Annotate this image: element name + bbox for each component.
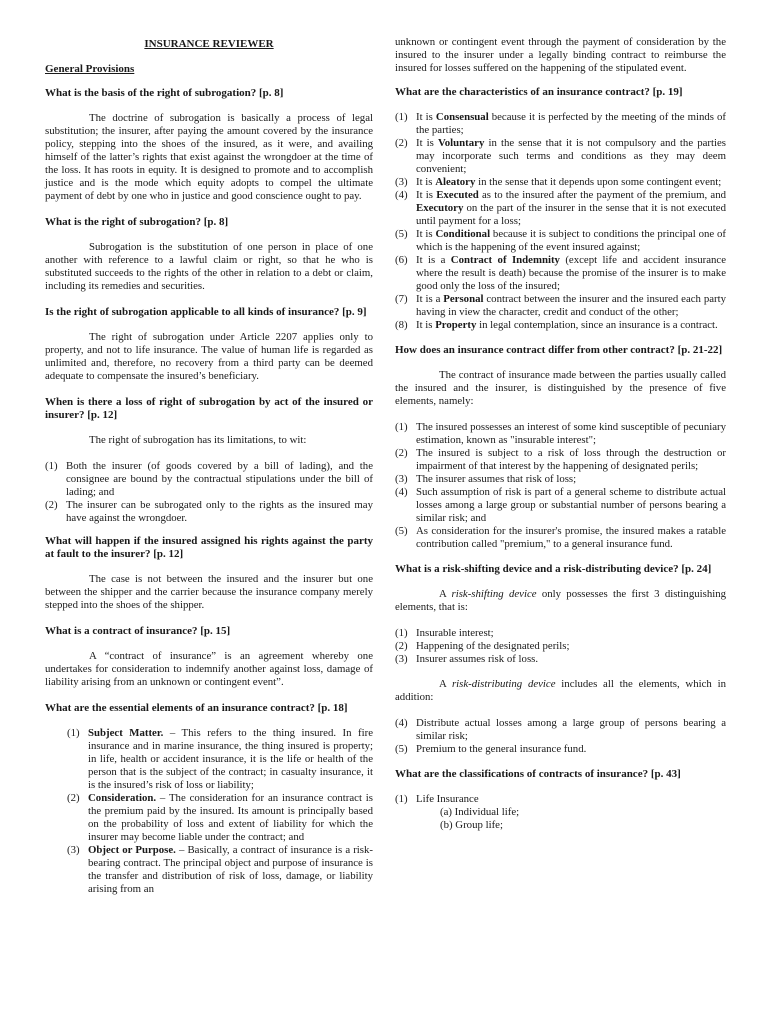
list-item: (4) Such assumption of risk is part of a general scheme to distribute actual losses among a large group or substantial number of persons bearing a similar risk; and (395, 486, 726, 524)
list-item: (6) It is a Contract of Indemnity (except life and accident insurance where the result is death) because the promise of the insurer is to make good only the loss of the insured; (395, 254, 726, 292)
list-item: (7) It is a Personal contract between the insurer and the insured each party having in view the character, credit and conduct of the other; (395, 293, 727, 318)
essential-elements-list (45, 727, 373, 896)
list-item: (5) It is Conditional because it is subject to conditions the principal one of which is the happening of the event insured against; (395, 228, 726, 253)
list-item: (1) The insured possesses an interest of some kind susceptible of pecuniary estimation, known as "insurable interest"; (395, 421, 726, 446)
five-elements-list (395, 421, 726, 551)
sub-list (416, 806, 726, 832)
list-item: (2) Consideration. – The consideration for an insurance contract is the premium paid by the insured. Its amount is principally based on the probability of loss and extent of liability for which the insurer may become liable under the contract; and (67, 792, 373, 843)
answer-paragraph: The case is not between the insured and the insurer but one between the shipper and the carrier because the insurance company merely stepped into the shoes of the shipper. (45, 573, 373, 611)
answer-paragraph: A risk-distributing device includes all the elements, which in addition: (395, 678, 726, 703)
classifications-list (395, 793, 726, 832)
limitations-list (45, 460, 373, 525)
answer-paragraph: The doctrine of subrogation is basically a process of legal substitution; the insurer, after paying the amount covered by the insurance policy, stepping into the shoes of the insured, as it were, and availing himself of the latter’s rights that exist against the wrongdoer at the time of the loss. It has roots in equity. It is designed to promote and to accomplish justice and is the mode which equity adopts to compel the ultimate payment of debt by one who in justice and good conscience ought to pay. (45, 112, 373, 202)
list-item: (3) It is Aleatory in the sense that it depends upon some contingent event; (395, 176, 722, 188)
list-item: (3) Insurer assumes risk of loss. (395, 653, 539, 665)
question-heading: How does an insurance contract differ from other contract? [p. 21-22] (395, 344, 723, 356)
list-item: (1) Life Insurance (a) Individual life; (b) Group life; (395, 793, 726, 832)
question-heading: What are the characteristics of an insurance contract? [p. 19] (395, 86, 683, 98)
list-item: (1) Both the insurer (of goods covered by a bill of lading), and the consignee are bound by the contractual stipulations under the bill of lading; and (45, 460, 373, 498)
characteristics-list (395, 111, 726, 332)
left-column (45, 36, 373, 906)
question-heading: What are the classifications of contracts of insurance? [p. 43] (395, 768, 681, 780)
sub-list-item: (b) Group life; (440, 819, 503, 831)
question-heading: What is a contract of insurance? [p. 15] (45, 625, 231, 637)
risk-shifting-list (395, 627, 726, 666)
list-item: (3) Object or Purpose. – Basically, a contract of insurance is a risk-bearing contract. The principal object and purpose of insurance is the transfer and distribution of risk of loss, damage, or liability arising from an (67, 844, 374, 895)
list-item: (4) It is Executed as to the insured after the payment of the premium, and Executory on the part of the insurer in the sense that it is not executed until payment for a loss; (395, 189, 726, 227)
question-heading: Is the right of subrogation applicable to all kinds of insurance? [p. 9] (45, 306, 367, 318)
list-item: (8) It is Property in legal contemplation, since an insurance is a contract. (395, 319, 718, 331)
list-item: (1) It is Consensual because it is perfected by the meeting of the minds of the parties; (395, 111, 727, 136)
list-item: (3) The insurer assumes that risk of loss; (395, 473, 577, 485)
list-item: (5) As consideration for the insurer's promise, the insured makes a ratable contribution called "premium," to a general insurance fund. (395, 525, 726, 550)
question-heading: What will happen if the insured assigned his rights against the party at fault to the insurer? [p. 12] (45, 535, 373, 560)
risk-distributing-list (395, 717, 726, 756)
list-item: (2) It is Voluntary in the sense that it is not compulsory and the parties may incorporate such terms and conditions as they may deem convenient; (395, 137, 726, 175)
question-heading: When is there a loss of right of subrogation by act of the insured or insurer? [p. 12] (45, 396, 373, 421)
question-heading: What is the basis of the right of subrogation? [p. 8] (45, 87, 284, 99)
answer-paragraph: The right of subrogation under Article 2207 applies only to property, and not to life insurance. The value of human life is regarded as unlimited and, therefore, no recovery from a third party can be deemed adequate to compensate the insured’s beneficiary. (45, 331, 373, 382)
answer-paragraph: The right of subrogation has its limitations, to wit: (89, 434, 307, 446)
sub-list-item: (a) Individual life; (440, 806, 520, 818)
question-heading: What are the essential elements of an insurance contract? [p. 18] (45, 702, 348, 714)
list-item: (2) The insured is subject to a risk of loss through the destruction or impairment of that interest by the happening of designated perils; (395, 447, 726, 472)
continued-paragraph: unknown or contingent event through the payment of consideration by the insured to the insurer under a legally binding contract to reimburse the insured for losses suffered on the happening of the stipulated event. (395, 36, 726, 74)
right-column (395, 36, 726, 842)
list-item: (1) Insurable interest; (395, 627, 494, 639)
list-item: (4) Distribute actual losses among a large group of persons bearing a similar risk; (395, 717, 726, 742)
list-item: (1) Subject Matter. – This refers to the thing insured. In fire insurance and in marine insurance, the thing insured is property; in life, health or accident insurance, it is the life or health of the person that is the subject of the contract; in casualty insurance, it is the insured’s risk of loss or liability; (67, 727, 373, 791)
answer-paragraph: Subrogation is the substitution of one person in place of one another with reference to a lawful claim or right, so that he who is substituted succeeds to the rights of the other in relation to a debt or claim, including its remedies and securities. (45, 241, 373, 292)
answer-paragraph: The contract of insurance made between the parties usually called the insured and the insurer, is distinguished by the presence of five elements, namely: (395, 369, 726, 407)
section-heading: General Provisions (45, 63, 135, 75)
document-title: INSURANCE REVIEWER (144, 38, 274, 50)
answer-paragraph: A risk-shifting device only possesses the first 3 distinguishing elements, that is: (395, 588, 727, 613)
question-heading: What is the right of subrogation? [p. 8] (45, 216, 229, 228)
answer-paragraph: A “contract of insurance” is an agreement whereby one undertakes for consideration to indemnify another against loss, damage of liability arising from an unknown or contingent event”. (45, 650, 373, 688)
list-item: (2) The insurer can be subrogated only to the rights as the insured may have against the wrongdoer. (45, 499, 373, 524)
list-item: (2) Happening of the designated perils; (395, 640, 570, 652)
question-heading: What is a risk-shifting device and a risk-distributing device? [p. 24] (395, 563, 712, 575)
list-item: (5) Premium to the general insurance fund. (395, 743, 587, 755)
